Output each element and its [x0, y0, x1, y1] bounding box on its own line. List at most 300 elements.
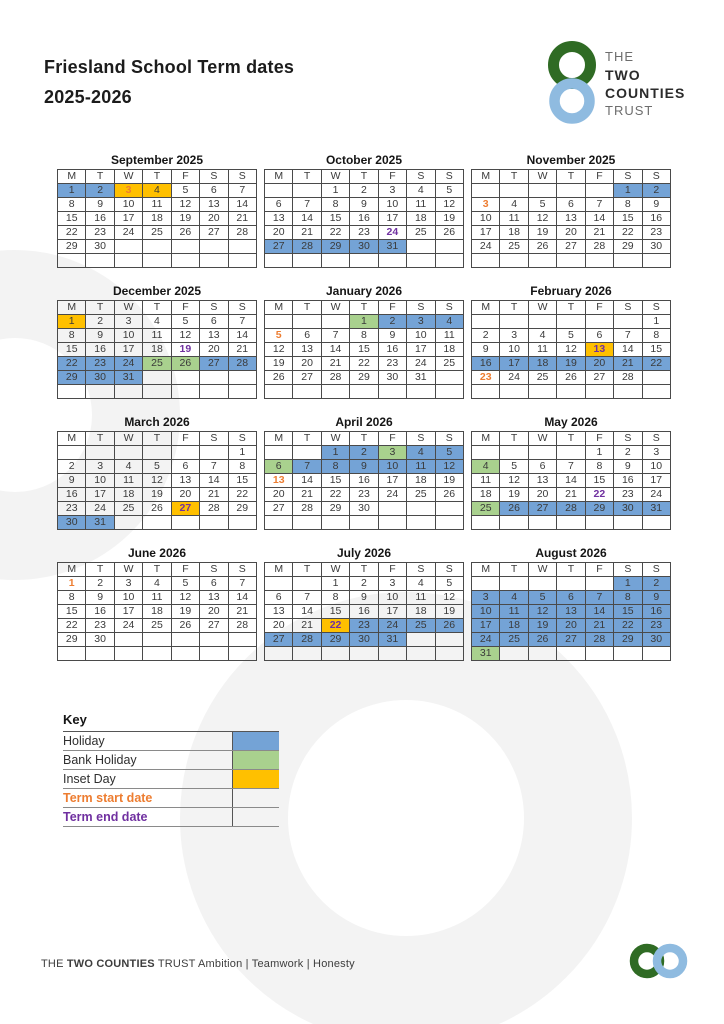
- day-cell: 2: [472, 329, 500, 343]
- month-march-2026: [57, 415, 257, 530]
- day-cell: 12: [171, 329, 199, 343]
- day-cell: 27: [171, 502, 199, 516]
- day-header-cell: S: [614, 432, 642, 446]
- day-cell: 11: [114, 474, 142, 488]
- day-cell: 28: [228, 357, 256, 371]
- key-label: Term start date: [63, 791, 153, 805]
- day-cell: [500, 184, 528, 198]
- day-cell: 13: [200, 198, 228, 212]
- day-header-cell: S: [435, 563, 463, 577]
- day-header-cell: W: [321, 432, 349, 446]
- day-cell: 6: [265, 198, 293, 212]
- day-cell: 21: [228, 343, 256, 357]
- day-header-cell: W: [321, 563, 349, 577]
- day-cell: 11: [528, 343, 556, 357]
- calendar-table: [264, 431, 464, 530]
- day-cell: [350, 254, 378, 268]
- day-cell: 28: [321, 371, 349, 385]
- day-cell: [293, 385, 321, 399]
- day-cell: [642, 516, 670, 530]
- day-cell: 17: [114, 343, 142, 357]
- day-cell: 30: [86, 240, 114, 254]
- day-header-cell: T: [557, 301, 585, 315]
- month-title: February 2026: [530, 284, 612, 298]
- day-cell: [528, 254, 556, 268]
- day-cell: [86, 446, 114, 460]
- day-cell: [265, 647, 293, 661]
- day-cell: [585, 254, 613, 268]
- day-cell: 10: [86, 474, 114, 488]
- month-title: August 2026: [535, 546, 607, 560]
- day-cell: 4: [143, 577, 171, 591]
- logo-wordmark: [605, 40, 685, 132]
- day-cell: 22: [321, 619, 349, 633]
- day-header-cell: T: [350, 563, 378, 577]
- day-cell: 13: [528, 474, 556, 488]
- day-cell: [143, 633, 171, 647]
- day-cell: 29: [614, 633, 642, 647]
- day-cell: [200, 240, 228, 254]
- day-cell: 10: [378, 198, 406, 212]
- day-header-cell: F: [585, 563, 613, 577]
- day-header-cell: W: [528, 563, 556, 577]
- day-cell: 28: [228, 619, 256, 633]
- day-cell: [528, 184, 556, 198]
- day-cell: 12: [528, 212, 556, 226]
- day-cell: [171, 254, 199, 268]
- day-cell: 6: [171, 460, 199, 474]
- day-cell: 17: [378, 212, 406, 226]
- day-cell: 21: [228, 212, 256, 226]
- day-cell: 25: [500, 633, 528, 647]
- day-cell: 31: [407, 371, 435, 385]
- day-cell: [435, 385, 463, 399]
- month-december-2025: [57, 284, 257, 399]
- day-cell: [614, 254, 642, 268]
- day-cell: 20: [171, 488, 199, 502]
- day-cell: [143, 446, 171, 460]
- day-cell: 19: [435, 474, 463, 488]
- day-cell: 21: [585, 619, 613, 633]
- key-row: [63, 751, 279, 770]
- day-cell: 28: [293, 240, 321, 254]
- day-cell: 23: [614, 488, 642, 502]
- day-cell: 21: [614, 357, 642, 371]
- day-cell: 17: [472, 619, 500, 633]
- day-cell: 18: [143, 212, 171, 226]
- trust-logo: [546, 40, 685, 132]
- day-header-cell: S: [435, 301, 463, 315]
- day-header-cell: S: [228, 563, 256, 577]
- day-cell: 9: [642, 591, 670, 605]
- day-cell: [435, 371, 463, 385]
- day-cell: [171, 240, 199, 254]
- day-cell: 11: [407, 591, 435, 605]
- day-cell: [472, 315, 500, 329]
- day-cell: [500, 254, 528, 268]
- day-header-cell: M: [265, 563, 293, 577]
- month-title: July 2026: [336, 546, 392, 560]
- day-cell: [143, 516, 171, 530]
- day-cell: 16: [86, 343, 114, 357]
- calendar-table: [471, 562, 671, 661]
- day-cell: 10: [114, 198, 142, 212]
- month-february-2026: [471, 284, 671, 399]
- day-cell: 15: [614, 605, 642, 619]
- day-cell: 27: [200, 357, 228, 371]
- day-cell: [321, 254, 349, 268]
- day-cell: 13: [265, 474, 293, 488]
- day-cell: 31: [378, 240, 406, 254]
- day-cell: 12: [435, 591, 463, 605]
- day-cell: [143, 647, 171, 661]
- day-header-cell: F: [378, 301, 406, 315]
- day-cell: 25: [407, 619, 435, 633]
- day-cell: 16: [350, 474, 378, 488]
- day-cell: 9: [58, 474, 86, 488]
- day-cell: 7: [293, 591, 321, 605]
- day-cell: 29: [350, 371, 378, 385]
- day-cell: 25: [472, 502, 500, 516]
- calendar-table: [57, 169, 257, 268]
- day-cell: [557, 516, 585, 530]
- day-cell: 11: [472, 474, 500, 488]
- day-cell: 18: [143, 343, 171, 357]
- day-cell: 16: [614, 474, 642, 488]
- day-cell: 23: [350, 226, 378, 240]
- day-cell: 2: [642, 577, 670, 591]
- day-header-cell: F: [171, 301, 199, 315]
- day-cell: 6: [200, 315, 228, 329]
- day-cell: 23: [642, 226, 670, 240]
- day-header-cell: W: [114, 301, 142, 315]
- day-cell: 21: [293, 619, 321, 633]
- day-cell: [642, 385, 670, 399]
- day-cell: 21: [293, 488, 321, 502]
- day-cell: 5: [171, 184, 199, 198]
- day-cell: [350, 647, 378, 661]
- day-cell: 29: [614, 240, 642, 254]
- footer-text-post: TRUST Ambition | Teamwork | Honesty: [154, 958, 355, 970]
- day-cell: 23: [86, 357, 114, 371]
- day-cell: 22: [58, 357, 86, 371]
- day-cell: 22: [585, 488, 613, 502]
- day-cell: 21: [200, 488, 228, 502]
- calendar-table: [471, 431, 671, 530]
- day-cell: 16: [58, 488, 86, 502]
- day-header-cell: S: [407, 301, 435, 315]
- day-header-cell: S: [642, 301, 670, 315]
- month-title: March 2026: [124, 415, 190, 429]
- day-cell: 31: [86, 516, 114, 530]
- day-cell: [407, 385, 435, 399]
- day-cell: [642, 647, 670, 661]
- day-cell: 14: [293, 212, 321, 226]
- day-cell: 3: [378, 184, 406, 198]
- day-cell: 18: [435, 343, 463, 357]
- day-cell: 5: [500, 460, 528, 474]
- day-cell: 19: [171, 343, 199, 357]
- day-header-cell: M: [472, 170, 500, 184]
- day-header-cell: T: [143, 432, 171, 446]
- day-cell: 17: [378, 474, 406, 488]
- day-cell: 10: [472, 605, 500, 619]
- day-header-cell: M: [265, 170, 293, 184]
- day-cell: [528, 647, 556, 661]
- day-cell: [500, 385, 528, 399]
- day-cell: [265, 184, 293, 198]
- day-cell: 15: [585, 474, 613, 488]
- day-cell: 24: [378, 488, 406, 502]
- month-september-2025: [57, 153, 257, 268]
- day-cell: 15: [228, 474, 256, 488]
- day-cell: 26: [435, 226, 463, 240]
- day-header-cell: M: [265, 301, 293, 315]
- day-cell: [472, 516, 500, 530]
- day-cell: 28: [293, 502, 321, 516]
- day-cell: 9: [86, 329, 114, 343]
- day-cell: 31: [472, 647, 500, 661]
- day-cell: [114, 254, 142, 268]
- day-cell: 7: [585, 198, 613, 212]
- day-header-cell: S: [642, 170, 670, 184]
- day-cell: 24: [500, 371, 528, 385]
- day-cell: 24: [378, 619, 406, 633]
- day-cell: 30: [642, 633, 670, 647]
- day-cell: [321, 315, 349, 329]
- day-header-cell: M: [472, 432, 500, 446]
- day-cell: [435, 647, 463, 661]
- key-label: Term end date: [63, 810, 148, 824]
- day-cell: 11: [500, 212, 528, 226]
- day-cell: [528, 516, 556, 530]
- day-cell: 10: [472, 212, 500, 226]
- day-cell: 24: [114, 357, 142, 371]
- day-cell: 25: [143, 226, 171, 240]
- day-cell: 8: [614, 591, 642, 605]
- day-header-cell: T: [293, 301, 321, 315]
- day-cell: 8: [321, 591, 349, 605]
- logo-word-trust: TRUST: [605, 103, 654, 118]
- day-cell: [114, 516, 142, 530]
- day-cell: 15: [321, 605, 349, 619]
- key-color-swatch: [232, 770, 279, 788]
- day-cell: 22: [58, 226, 86, 240]
- day-header-cell: T: [500, 170, 528, 184]
- day-cell: 26: [528, 633, 556, 647]
- day-header-cell: F: [378, 432, 406, 446]
- key-row: [63, 808, 279, 827]
- day-cell: 13: [557, 212, 585, 226]
- day-header-cell: M: [472, 301, 500, 315]
- calendar-table: [471, 300, 671, 399]
- day-cell: 14: [228, 329, 256, 343]
- day-cell: [614, 516, 642, 530]
- day-cell: [435, 240, 463, 254]
- month-title: October 2025: [325, 153, 403, 167]
- day-cell: [293, 647, 321, 661]
- day-cell: [407, 633, 435, 647]
- day-header-cell: W: [528, 301, 556, 315]
- day-cell: [171, 516, 199, 530]
- day-cell: [557, 315, 585, 329]
- day-cell: 30: [350, 633, 378, 647]
- day-cell: 29: [228, 502, 256, 516]
- day-cell: 9: [472, 343, 500, 357]
- day-header-cell: S: [228, 170, 256, 184]
- day-cell: 5: [171, 577, 199, 591]
- day-cell: 4: [143, 315, 171, 329]
- day-cell: [171, 385, 199, 399]
- key-label: Holiday: [63, 734, 105, 748]
- day-cell: [200, 385, 228, 399]
- day-cell: 23: [86, 226, 114, 240]
- day-cell: 22: [350, 357, 378, 371]
- day-cell: 20: [200, 212, 228, 226]
- day-cell: 16: [378, 343, 406, 357]
- day-cell: 23: [86, 619, 114, 633]
- day-cell: [378, 516, 406, 530]
- day-cell: 4: [114, 460, 142, 474]
- day-cell: [472, 385, 500, 399]
- day-cell: 26: [528, 240, 556, 254]
- day-cell: [500, 315, 528, 329]
- day-cell: 8: [585, 460, 613, 474]
- day-cell: 17: [472, 226, 500, 240]
- day-cell: 13: [200, 329, 228, 343]
- month-title: September 2025: [110, 153, 204, 167]
- day-cell: [585, 315, 613, 329]
- day-header-cell: T: [293, 432, 321, 446]
- day-cell: 23: [350, 488, 378, 502]
- day-cell: [265, 385, 293, 399]
- day-cell: 29: [58, 633, 86, 647]
- day-cell: 3: [472, 198, 500, 212]
- day-cell: 16: [472, 357, 500, 371]
- day-cell: 20: [265, 619, 293, 633]
- day-cell: [557, 184, 585, 198]
- footer-text-pre: THE: [41, 958, 67, 970]
- day-header-cell: T: [293, 563, 321, 577]
- day-cell: 30: [642, 240, 670, 254]
- day-cell: 20: [200, 605, 228, 619]
- day-cell: 21: [321, 357, 349, 371]
- day-cell: 1: [58, 315, 86, 329]
- day-cell: 20: [200, 343, 228, 357]
- day-cell: [265, 577, 293, 591]
- day-cell: 21: [557, 488, 585, 502]
- day-cell: 26: [435, 488, 463, 502]
- day-cell: 16: [642, 605, 670, 619]
- day-header-cell: S: [407, 432, 435, 446]
- day-cell: 27: [557, 240, 585, 254]
- day-header-cell: M: [265, 432, 293, 446]
- day-cell: 5: [435, 446, 463, 460]
- day-cell: 24: [472, 240, 500, 254]
- day-cell: 1: [321, 446, 349, 460]
- day-cell: 7: [614, 329, 642, 343]
- day-cell: 6: [200, 577, 228, 591]
- day-cell: [407, 502, 435, 516]
- day-cell: 7: [228, 577, 256, 591]
- day-cell: [200, 516, 228, 530]
- day-cell: [350, 516, 378, 530]
- month-july-2026: [264, 546, 464, 661]
- day-cell: 25: [143, 619, 171, 633]
- day-cell: 15: [58, 605, 86, 619]
- day-cell: 6: [293, 329, 321, 343]
- day-cell: 15: [350, 343, 378, 357]
- day-cell: [557, 254, 585, 268]
- day-cell: 28: [585, 240, 613, 254]
- day-cell: [171, 446, 199, 460]
- day-cell: [435, 633, 463, 647]
- day-header-cell: M: [58, 563, 86, 577]
- day-cell: [378, 254, 406, 268]
- day-cell: 8: [350, 329, 378, 343]
- day-cell: [171, 371, 199, 385]
- day-header-cell: T: [500, 432, 528, 446]
- day-cell: [293, 516, 321, 530]
- month-june-2026: [57, 546, 257, 661]
- day-cell: 10: [378, 591, 406, 605]
- day-cell: 1: [614, 184, 642, 198]
- day-cell: 3: [472, 591, 500, 605]
- day-cell: 20: [265, 488, 293, 502]
- day-cell: 28: [200, 502, 228, 516]
- day-cell: 1: [350, 315, 378, 329]
- day-cell: 6: [528, 460, 556, 474]
- day-header-cell: S: [200, 432, 228, 446]
- day-cell: 18: [472, 488, 500, 502]
- key-label: Bank Holiday: [63, 753, 137, 767]
- day-cell: 24: [114, 226, 142, 240]
- day-cell: 17: [114, 605, 142, 619]
- day-cell: 26: [171, 357, 199, 371]
- day-cell: [114, 240, 142, 254]
- day-cell: 22: [642, 357, 670, 371]
- day-header-cell: T: [557, 170, 585, 184]
- day-cell: 2: [350, 446, 378, 460]
- day-cell: 5: [435, 184, 463, 198]
- day-cell: 18: [500, 619, 528, 633]
- day-cell: 22: [321, 488, 349, 502]
- day-cell: 10: [407, 329, 435, 343]
- day-cell: 24: [86, 502, 114, 516]
- day-header-cell: F: [585, 170, 613, 184]
- day-cell: [86, 385, 114, 399]
- day-cell: 10: [114, 591, 142, 605]
- day-cell: 6: [585, 329, 613, 343]
- day-cell: 19: [435, 605, 463, 619]
- day-cell: 4: [472, 460, 500, 474]
- day-header-cell: W: [114, 170, 142, 184]
- calendar-table: [57, 431, 257, 530]
- calendar-table: [57, 300, 257, 399]
- day-cell: 6: [557, 198, 585, 212]
- day-cell: 27: [265, 240, 293, 254]
- day-cell: 11: [435, 329, 463, 343]
- day-cell: 8: [614, 198, 642, 212]
- day-cell: 31: [642, 502, 670, 516]
- day-cell: 25: [407, 488, 435, 502]
- day-cell: 6: [265, 591, 293, 605]
- day-header-cell: T: [500, 301, 528, 315]
- day-header-cell: S: [200, 563, 228, 577]
- day-cell: 18: [528, 357, 556, 371]
- day-cell: 22: [58, 619, 86, 633]
- key-swatch-empty: [232, 808, 279, 826]
